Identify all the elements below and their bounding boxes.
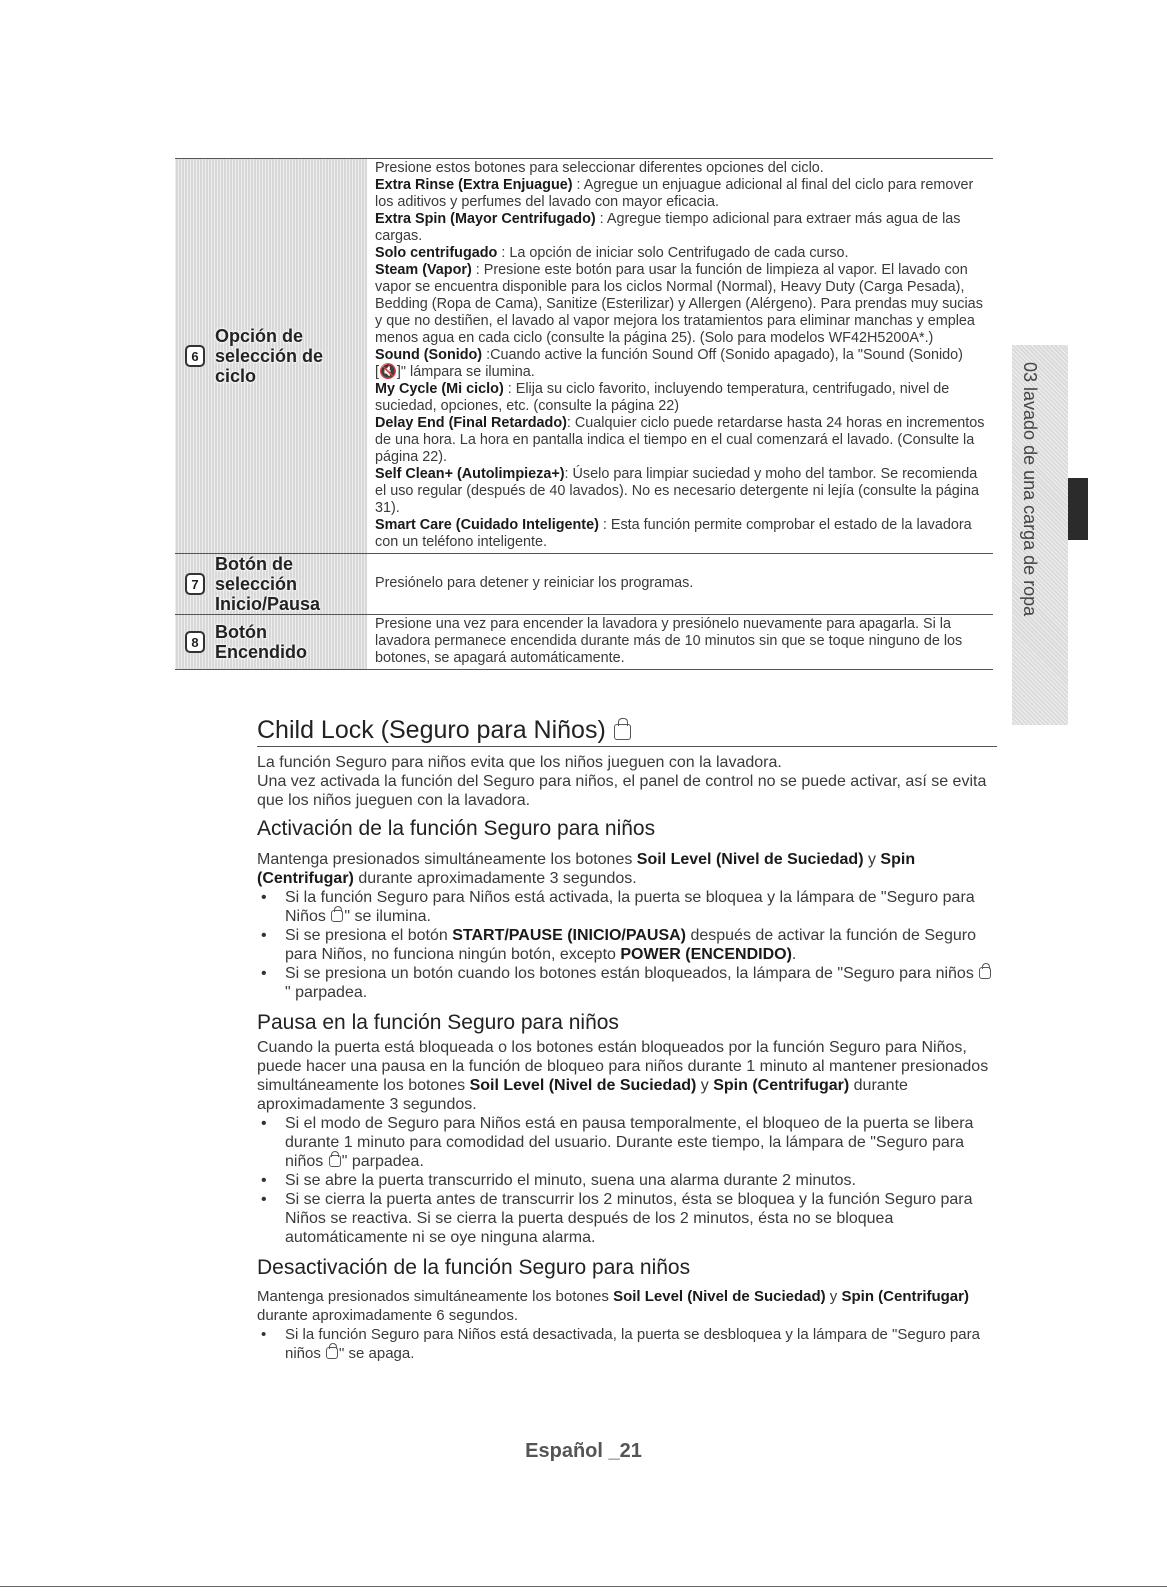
activation-heading: Activación de la función Seguro para niños bbox=[257, 817, 656, 840]
description-text bbox=[375, 575, 693, 592]
description-line: Presione estos botones para seleccionar diferentes opciones del ciclo. bbox=[375, 160, 824, 176]
intro-paragraph: Una vez activada la función del Seguro para niños, el panel de control no se puede activar, así se evita que los niños jueguen con la lavadora. bbox=[257, 773, 987, 809]
description-text bbox=[375, 616, 989, 667]
table-row bbox=[175, 158, 993, 553]
child-lock-icon bbox=[329, 1155, 341, 1167]
option-name: Smart Care (Cuidado Inteligente) bbox=[375, 517, 599, 533]
row-description bbox=[367, 554, 993, 614]
option-name: Sound (Sonido) bbox=[375, 347, 483, 363]
page-number: Español _21 bbox=[525, 1440, 642, 1462]
row-label: Opción de selección de ciclo bbox=[215, 326, 324, 386]
option-name: Delay End (Final Retardado) bbox=[375, 415, 567, 431]
table-row bbox=[175, 614, 993, 669]
child-lock-icon bbox=[326, 1347, 338, 1359]
deactivation-bullets bbox=[257, 1325, 997, 1363]
row-label-cell bbox=[175, 615, 367, 669]
child-lock-section bbox=[257, 714, 997, 1363]
cycle-options-table bbox=[175, 158, 993, 670]
deactivation-paragraph: Mantenga presionados simultáneamente los botones Soil Level (Nivel de Suciedad) y Spin (Centrifugar) durante aproximadamente 6 segundos. bbox=[257, 1288, 969, 1324]
list-item: • Si se presiona el botón START/PAUSE (INICIO/PAUSA) después de activar la función de Seguro para Niños, no funciona ningún botón, excepto POWER (ENCENDIDO). bbox=[257, 926, 997, 964]
number-badge: 6 bbox=[185, 345, 205, 367]
description-line: Presione una vez para encender la lavadora y presiónelo nuevamente para apagarla. Si la lavadora permanece encendida durante más de 10 minutos sin que se toque ninguno de los botones, se apagará automáticamente. bbox=[375, 616, 963, 666]
option-name: Extra Rinse (Extra Enjuague) bbox=[375, 177, 573, 193]
activation-paragraph: Mantenga presionados simultáneamente los botones Soil Level (Nivel de Suciedad) y Spin (Centrifugar) durante aproximadamente 3 segundos. bbox=[257, 851, 916, 887]
description-line: Sound (Sonido) :Cuando active la función Sound Off (Sonido apagado), la "Sound (Sonido) [🔇]" lámpara se ilumina. bbox=[375, 347, 963, 380]
child-lock-icon bbox=[979, 967, 991, 979]
list-item: • Si se abre la puerta transcurrido el minuto, suena una alarma durante 2 minutos. bbox=[257, 1171, 997, 1190]
option-name: Extra Spin (Mayor Centrifugado) bbox=[375, 211, 596, 227]
number-badge: 7 bbox=[185, 573, 205, 595]
option-name: Solo centrifugado bbox=[375, 245, 498, 261]
list-item: • Si el modo de Seguro para Niños está en pausa temporalmente, el bloqueo de la puerta se libera durante 1 minuto para comodidad del usuario. Durante este tiempo, la lámpara de "Seguro para niños " parpadea. bbox=[257, 1114, 997, 1171]
child-lock-icon bbox=[614, 724, 631, 740]
row-label-cell bbox=[175, 554, 367, 614]
chapter-marker bbox=[1068, 478, 1088, 540]
row-label: Botón Encendido bbox=[215, 622, 308, 662]
option-name: Self Clean+ (Autolimpieza+) bbox=[375, 466, 565, 482]
description-line: My Cycle (Mi ciclo) : Elija su ciclo favorito, incluyendo temperatura, centrifugado, nivel de suciedad, opciones, etc. (consulte la página 22) bbox=[375, 381, 950, 414]
pause-bullets bbox=[257, 1114, 997, 1247]
list-item: • Si la función Seguro para Niños está activada, la puerta se bloquea y la lámpara de "Seguro para Niños " se ilumina. bbox=[257, 888, 997, 926]
list-item: • Si se cierra la puerta antes de transcurrir los 2 minutos, ésta se bloquea y la función Seguro para Niños se reactiva. Si se cierra la puerta después de los 2 minutos, ésta no se bloquea automáticamente ni se oye ninguna alarma. bbox=[257, 1190, 997, 1247]
description-line: Extra Rinse (Extra Enjuague) : Agregue un enjuague adicional al final del ciclo para remover los aditivos y perfumes del lavado con mayor eficacia. bbox=[375, 177, 974, 210]
option-name: My Cycle (Mi ciclo) bbox=[375, 381, 504, 397]
number-badge: 8 bbox=[185, 631, 205, 653]
child-lock-icon bbox=[331, 910, 343, 922]
description-line: Self Clean+ (Autolimpieza+): Úselo para limpiar suciedad y moho del tambor. Se recomienda el uso regular (después de 40 lavados). No es necesario detergente ni lejía (consulte la página 31). bbox=[375, 466, 979, 516]
row-description bbox=[367, 159, 993, 553]
row-label-cell bbox=[175, 159, 367, 553]
pause-paragraph: Cuando la puerta está bloqueada o los botones están bloqueados por la función Seguro para Niños, puede hacer una pausa en la función de bloqueo para niños durante 1 minuto al mantener presionados simultáneamente los botones Soil Level (Nivel de Suciedad) y Spin (Centrifugar) durante aproximadamente 3 segundos. bbox=[257, 1039, 989, 1113]
row-label: Botón de selección Inicio/Pausa bbox=[215, 554, 321, 614]
list-item: • Si la función Seguro para Niños está desactivada, la puerta se desbloquea y la lámpara de "Seguro para niños " se apaga. bbox=[257, 1325, 997, 1363]
description-line: Solo centrifugado : La opción de iniciar solo Centrifugado de cada curso. bbox=[375, 245, 849, 261]
description-line: Smart Care (Cuidado Inteligente) : Esta función permite comprobar el estado de la lavadora con un teléfono inteligente. bbox=[375, 517, 972, 550]
row-description bbox=[367, 615, 993, 669]
description-line: Delay End (Final Retardado): Cualquier ciclo puede retardarse hasta 24 horas en incrementos de una hora. La hora en pantalla indica el tiempo en el cual comenzará el lavado. (Consulte la página 22). bbox=[375, 415, 985, 465]
list-item: • Si se presiona un botón cuando los botones están bloqueados, la lámpara de "Seguro para niños " parpadea. bbox=[257, 964, 997, 1002]
description-line: Steam (Vapor) : Presione este botón para usar la función de limpieza al vapor. El lavado con vapor se encuentra disponible para los ciclos Normal (Normal), Heavy Duty (Carga Pesada), Bedding (Ropa de Cama), Sanitize (Esterilizar) y Allergen (Alérgeno). Para prendas muy sucias y que no destiñen, el lavado al vapor mejora los tratamientos para eliminar manchas y emplea menos agua en cada ciclo (consulte la página 25). (Solo para modelos WF42H5200A*.) bbox=[375, 262, 983, 346]
activation-bullets bbox=[257, 888, 997, 1002]
description-line: Presiónelo para detener y reiniciar los programas. bbox=[375, 575, 694, 591]
chapter-tab-label: 03 lavado de una carga de ropa bbox=[1020, 362, 1040, 617]
section-title: Child Lock (Seguro para Niños) bbox=[257, 714, 997, 747]
description-line: Extra Spin (Mayor Centrifugado) : Agregue tiempo adicional para extraer más agua de las cargas. bbox=[375, 211, 961, 244]
pause-heading: Pausa en la función Seguro para niños bbox=[257, 1011, 619, 1034]
description-text bbox=[375, 160, 989, 551]
option-name: Steam (Vapor) bbox=[375, 262, 472, 278]
table-row bbox=[175, 553, 993, 614]
bottom-rule bbox=[0, 1586, 1167, 1587]
intro-paragraph: La función Seguro para niños evita que los niños jueguen con la lavadora. bbox=[257, 754, 782, 771]
deactivation-heading: Desactivación de la función Seguro para niños bbox=[257, 1256, 691, 1279]
